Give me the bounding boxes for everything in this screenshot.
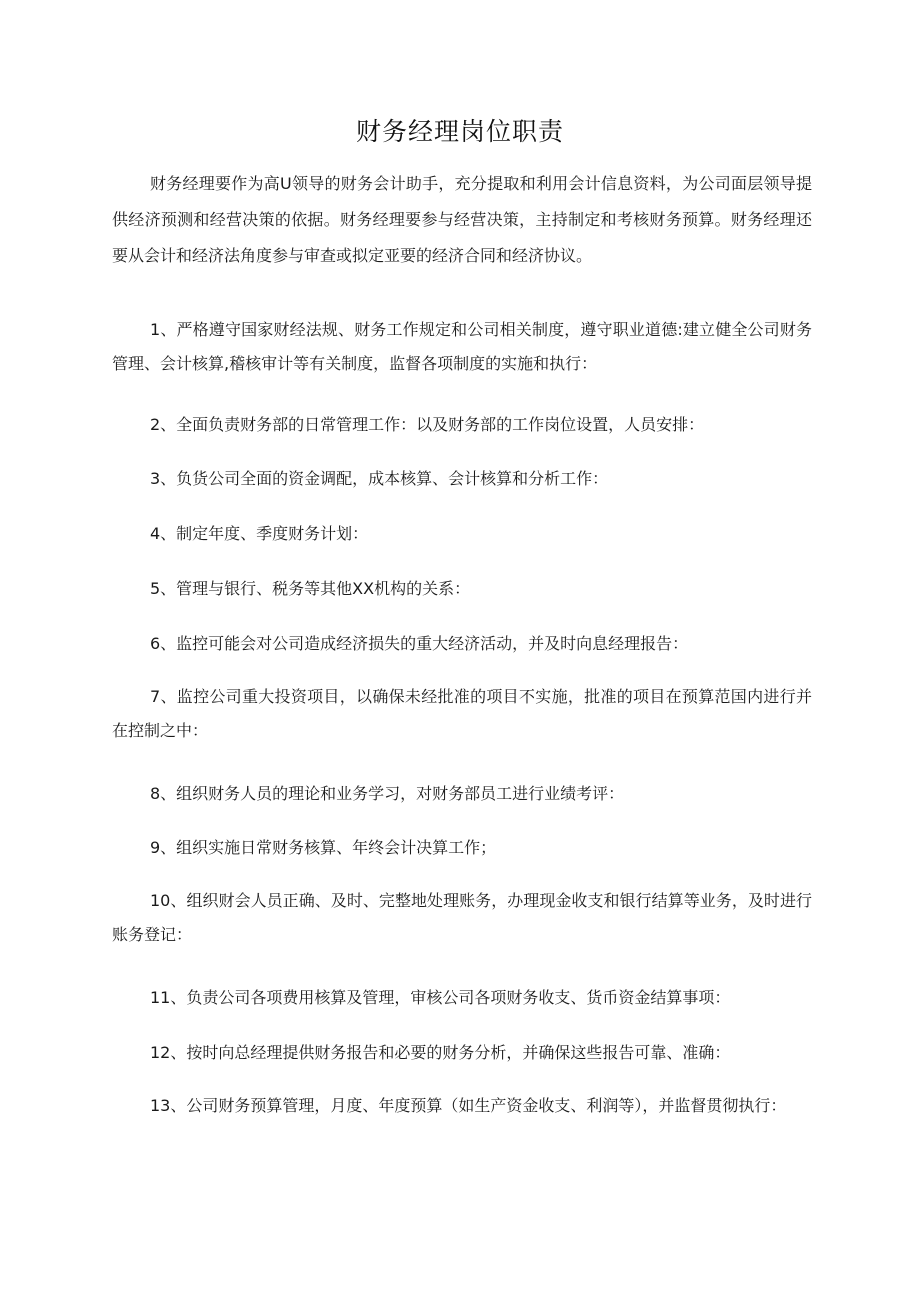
- duty-item-3: 3、负货公司全面的资金调配，成本核算、会计核算和分析工作：: [150, 469, 609, 488]
- duty-item-7: 7、监控公司重大投资项目，以确保未经批准的项目不实施，批准的项目在预算范国内进行并在控制之中：: [112, 687, 812, 740]
- duty-item-6: 6、监控可能会对公司造成经济损失的重大经济活动，并及时向息经理报告：: [150, 634, 689, 653]
- duty-item-9: 9、组织实施日常财务核算、年终会计决算工作；: [150, 838, 497, 857]
- duty-item-12: 12、按时向总经理提供财务报告和必要的财务分析，并确保这些报告可靠、准确：: [150, 1043, 731, 1062]
- duty-item-13: 13、公司财务预算管理，月度、年度预算（如生产资金收支、利润等），并监督贯彻执行：: [150, 1096, 787, 1115]
- duty-item-5: 5、管理与银行、税务等其他XX机构的关系：: [150, 579, 471, 598]
- duty-item-1: 1、严格遵守国家财经法规、财务工作规定和公司相关制度，遵守职业道德:建立健全公司财务管理、会计核算,稽核审计等有关制度，监督各项制度的实施和执行：: [112, 320, 812, 373]
- duty-item-10: 10、组织财会人员正确、及时、完整地处理账务，办理现金收支和银行结算等业务，及时进行账务登记：: [112, 891, 812, 944]
- intro-paragraph: 财务经理要作为高U领导的财务会计助手，充分提取和利用会计信息资料，为公司面层领导提供经济预测和经营决策的依据。财务经理要参与经营决策，主持制定和考核财务预算。财务经理还要从会计和经济法角度参与审查或拟定亚要的经济合同和经济协议。: [112, 174, 812, 265]
- duty-item-11: 11、负责公司各项费用核算及管理，审核公司各项财务收支、货币资金结算事项：: [150, 988, 731, 1007]
- duty-item-4: 4、制定年度、季度财务计划：: [150, 524, 369, 543]
- duty-item-2: 2、全面负责财务部的日常管理工作：以及财务部的工作岗位设置，人员安排：: [150, 415, 705, 434]
- duty-item-8: 8、组织财务人员的理论和业务学习，对财务部员工进行业绩考评：: [150, 784, 625, 803]
- document-title: 财务经理岗位职责: [355, 117, 564, 146]
